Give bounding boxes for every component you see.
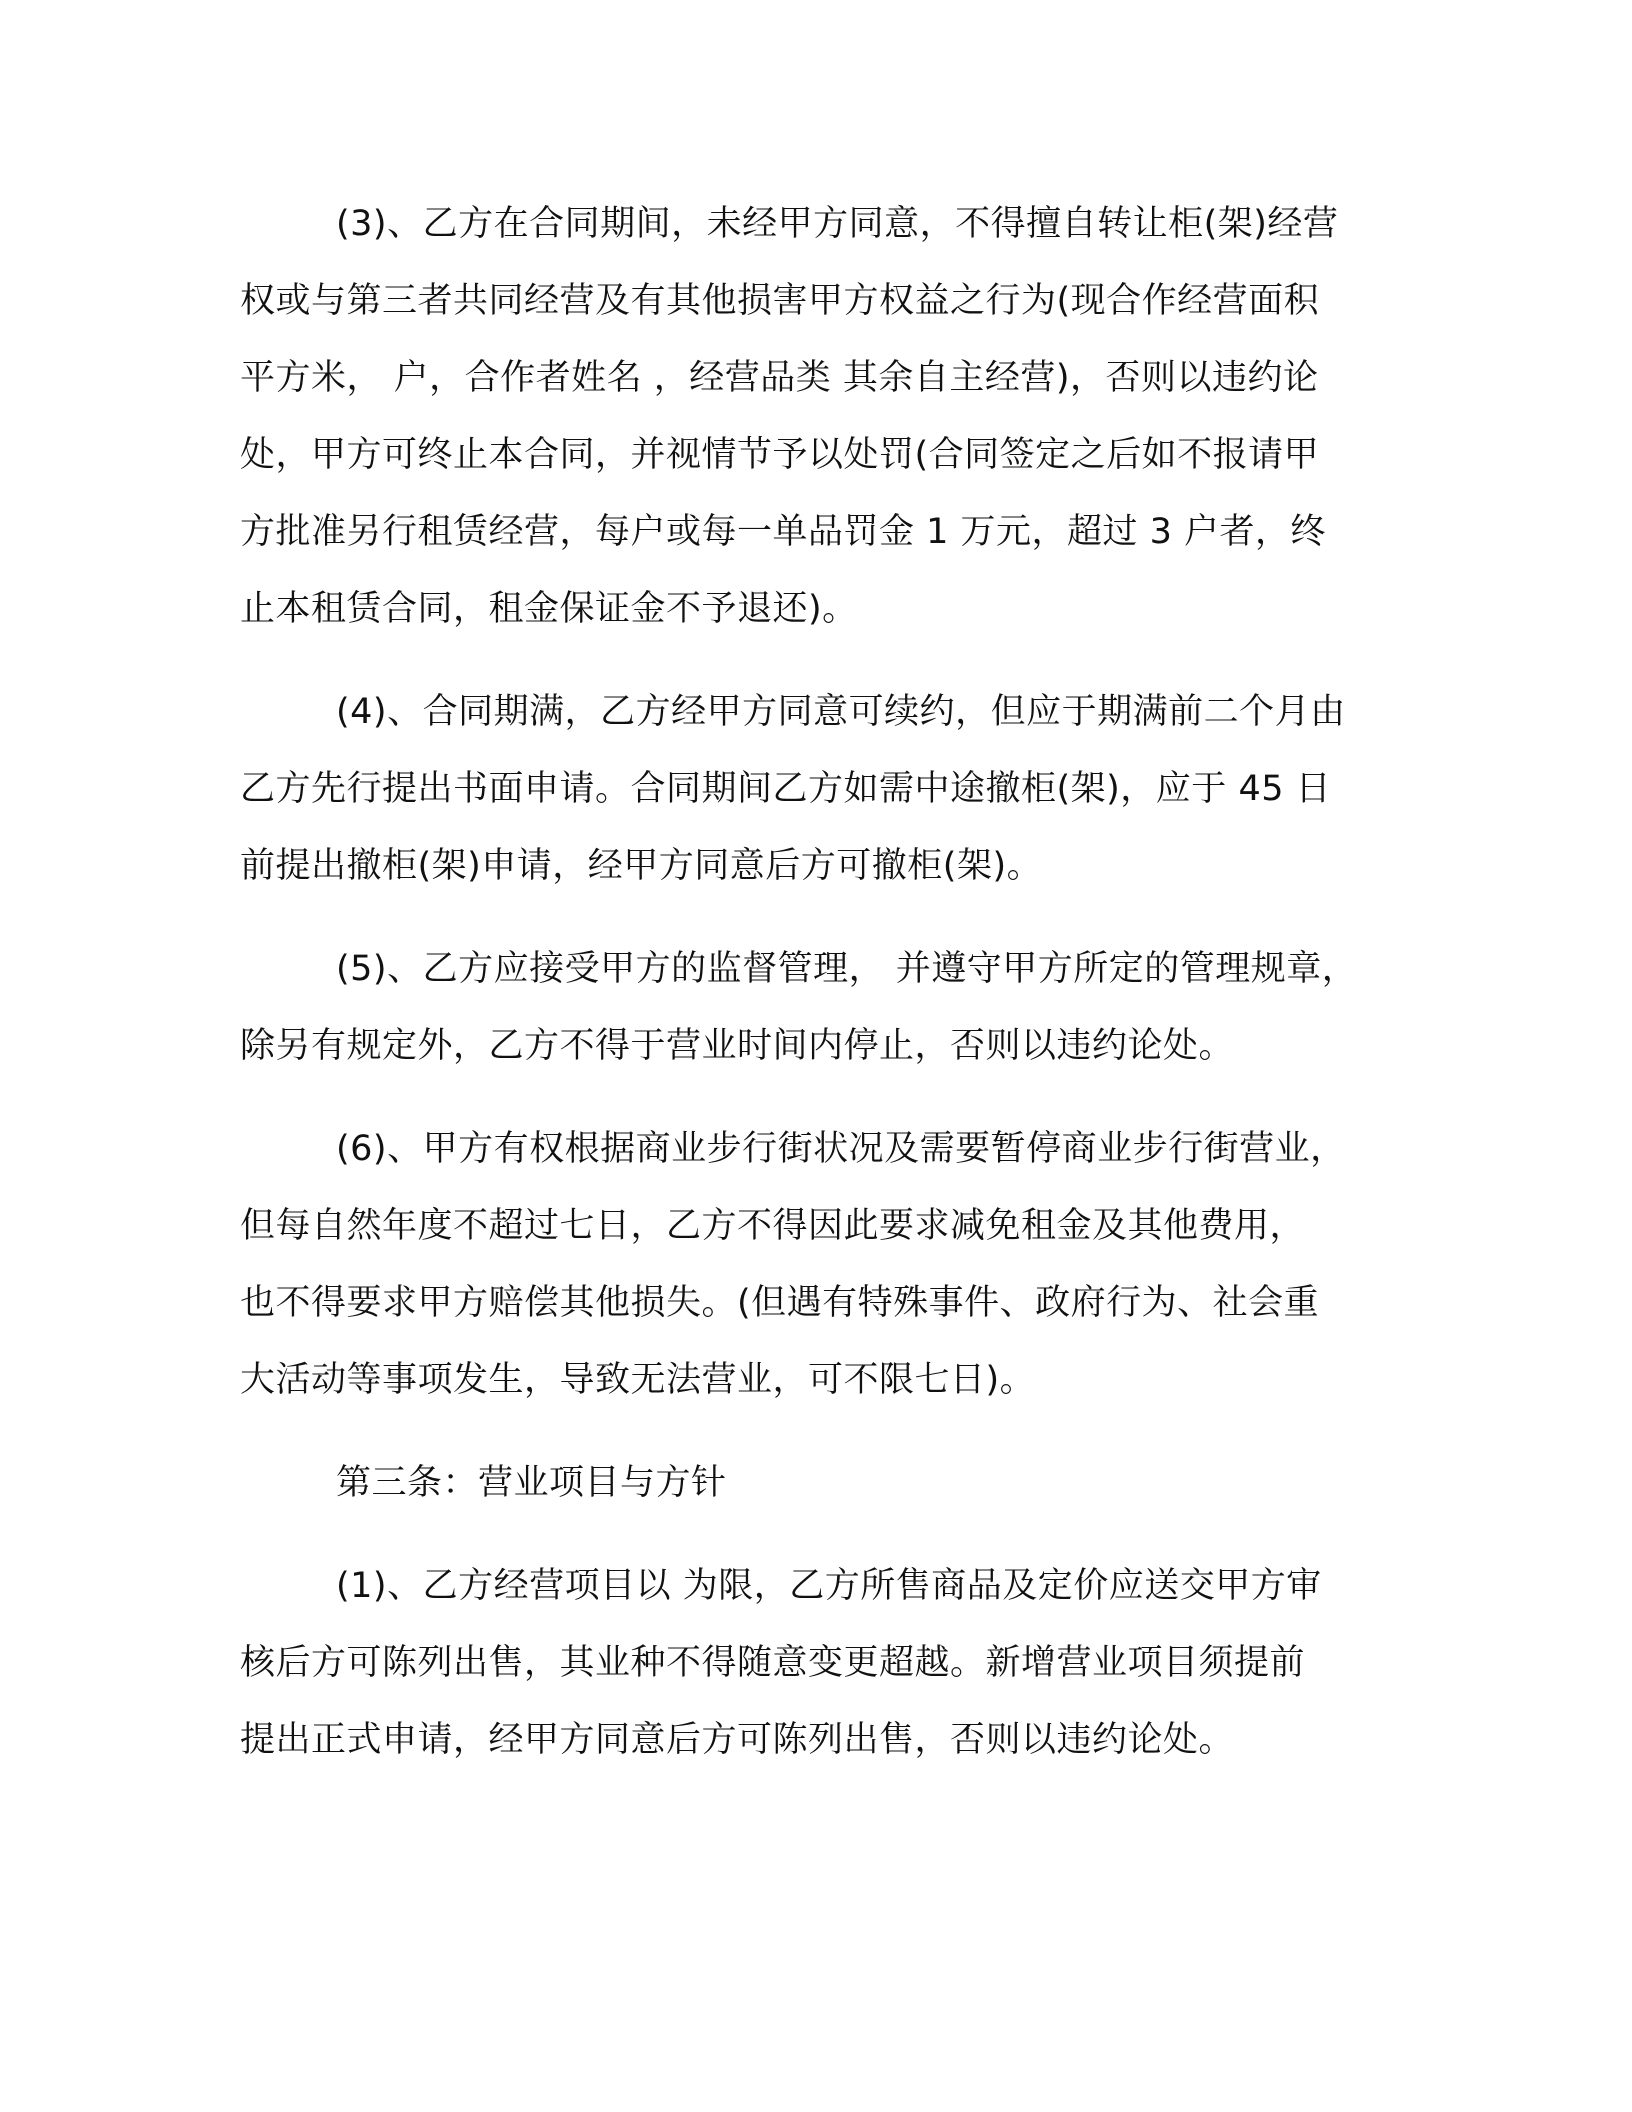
paragraph-clause-6 [240, 1111, 1390, 1419]
text-line: (5)、乙方应接受甲方的监督管理， 并遵守甲方所定的管理规章， [336, 949, 1358, 989]
section-heading-article-3 [240, 1445, 1390, 1522]
text-line: 权或与第三者共同经营及有其他损害甲方权益之行为(现合作经营面积 [240, 281, 1320, 321]
text-line: 也不得要求甲方赔偿其他损失。(但遇有特殊事件、政府行为、社会重 [240, 1283, 1320, 1323]
text-line: (4)、合同期满，乙方经甲方同意可续约，但应于期满前二个月由 [336, 692, 1346, 732]
text-line: 前提出撤柜(架)申请，经甲方同意后方可撤柜(架)。 [240, 846, 1043, 886]
paragraph-clause-5 [240, 931, 1390, 1085]
text-line: 提出正式申请，经甲方同意后方可陈列出售，否则以违约论处。 [240, 1720, 1235, 1760]
text-line: (3)、乙方在合同期间，未经甲方同意，不得擅自转让柜(架)经营 [336, 204, 1339, 244]
document-body [240, 186, 1390, 1805]
text-line: 乙方先行提出书面申请。合同期间乙方如需中途撤柜(架)，应于 45 日 [240, 769, 1332, 809]
paragraph-clause-4 [240, 674, 1390, 905]
text-line: 处，甲方可终止本合同，并视情节予以处罚(合同签定之后如不报请甲 [240, 435, 1320, 475]
text-line: 方批准另行租赁经营，每户或每一单品罚金 1 万元，超过 3 户者，终 [240, 512, 1327, 552]
text-line: (6)、甲方有权根据商业步行街状况及需要暂停商业步行街营业， [336, 1129, 1346, 1169]
text-line: 止本租赁合同，租金保证金不予退还)。 [240, 589, 858, 629]
text-line: 大活动等事项发生，导致无法营业，可不限七日)。 [240, 1360, 1036, 1400]
section-heading: 第三条：营业项目与方针 [336, 1463, 727, 1503]
paragraph-clause-3 [240, 186, 1390, 648]
text-line: 但每自然年度不超过七日，乙方不得因此要求减免租金及其他费用， [240, 1206, 1306, 1246]
text-line: (1)、乙方经营项目以 为限，乙方所售商品及定价应送交甲方审 [336, 1566, 1322, 1606]
text-line: 平方米， 户，合作者姓名 ，经营品类 其余自主经营)，否则以违约论 [240, 358, 1319, 398]
text-line: 核后方可陈列出售，其业种不得随意变更超越。新增营业项目须提前 [240, 1643, 1306, 1683]
paragraph-article-3-clause-1 [240, 1548, 1390, 1779]
text-line: 除另有规定外，乙方不得于营业时间内停止，否则以违约论处。 [240, 1026, 1235, 1066]
